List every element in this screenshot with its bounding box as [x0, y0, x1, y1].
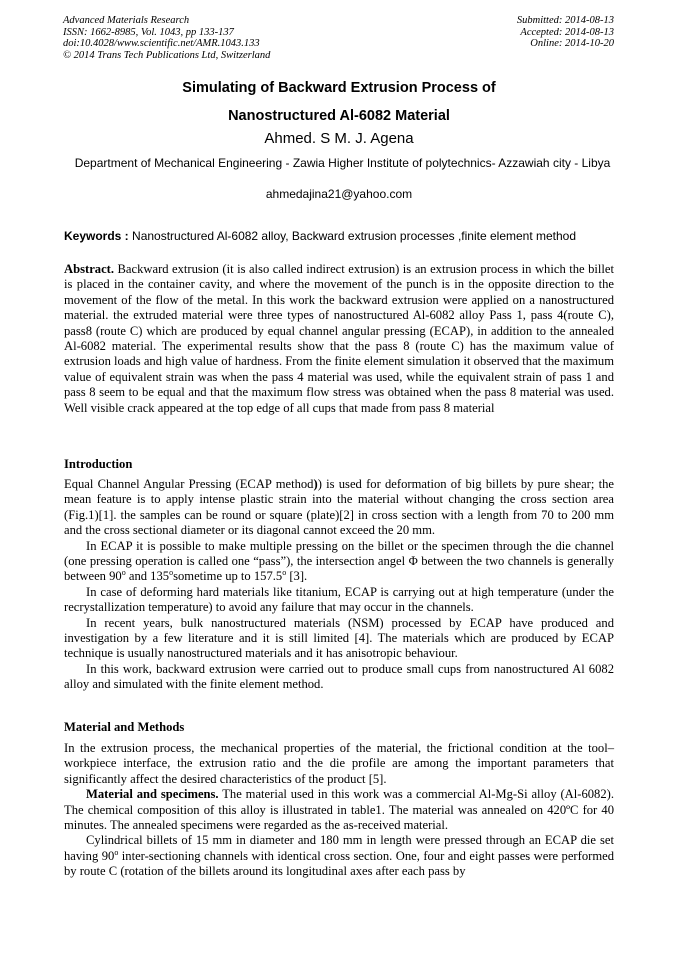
- materials-heading: Material and Methods: [64, 720, 185, 734]
- abstract-text: Backward extrusion (it is also called indirect extrusion) is an extrusion process in which the billet is placed in the container cavity, and where the movement of the punch is in the opposite direction to the movement of the flow of the metal. In this work the backward extrusion were applied on a nanostructured material. the extruded material were three types of nanostructured Al-6082 alloy Pass 1, pass 4(route C), pass8 (route C) which are produced by equal channel angular pressing (ECAP), in addition to the annealed Al-6082 material. The experimental results show that the pass 8 (route C) has the maximum value of extrusion loads and high value of hardness. From the finite element simulation it observed that the maximum value of equivalent strain was when the pass 4 material was used, while the equivalent strain of pass 1 and pass 8 seem to be equal and that the maximum flow stress was obtained when the pass 8 material was used. Well visible crack appeared at the top edge of all cups that made from pass 8 material: [64, 262, 614, 415]
- author-email[interactable]: ahmedajina21@yahoo.com: [265, 187, 413, 201]
- online-date: Online: 2014-10-20: [530, 38, 614, 49]
- keywords: [64, 229, 624, 243]
- submission-dates: [517, 15, 614, 50]
- accepted-date: Accepted: 2014-08-13: [520, 26, 614, 38]
- materials-paragraph-1: In the extrusion process, the mechanical properties of the material, the frictional condition at the tool–workpiece interface, the extrusion ratio and the die profile are among the important parameters that significantly affect the desired characteristics of the product [5].: [64, 741, 614, 786]
- intro-paragraph-4: In recent years, bulk nanostructured materials (NSM) processed by ECAP have produced and investigation by a few literature and it is still limited [4]. The materials which are produced by ECAP technique is usually nanostructured materials and it has anisotropic behaviour.: [64, 615, 614, 661]
- abstract-section: [64, 262, 614, 416]
- journal-name: Advanced Materials Research: [63, 15, 190, 26]
- materials-section: [64, 741, 614, 880]
- introduction-heading: Introduction: [64, 457, 133, 471]
- abstract-label: Abstract.: [64, 262, 115, 276]
- keywords-text: Nanostructured Al-6082 alloy, Backward extrusion processes ,finite element method: [128, 229, 577, 243]
- intro-paragraph-2: In ECAP it is possible to make multiple pressing on the billet or the specimen through the die channel (one pressing operation is called one “pass”), the intersection angel Φ between the two channels is generally between 90$^o$ and 135$^o$sometime up to 157.5$^o$ [3].: [64, 538, 614, 584]
- copyright-line: © 2014 Trans Tech Publications Ltd, Switzerland: [63, 49, 271, 61]
- paper-title-line-1: Simulating of Backward Extrusion Process of: [182, 80, 496, 96]
- intro-paragraph-1: Equal Channel Angular Pressing (ECAP method)) is used for deformation of big billets by pure shear; the mean feature is to apply intense plastic strain into the material without changing the cross section area (Fig.1)[1]. the samples can be round or square (plate)[2] in cross section with a length from 70 to 200 mm and the cross sectional diameter or its diagonal cannot exceed the 20 mm.: [64, 477, 614, 538]
- author-name: Ahmed. S M. J. Agena: [264, 130, 414, 147]
- doi-line: doi:10.4028/www.scientific.net/AMR.1043.133: [63, 38, 260, 49]
- submitted-date: Submitted: 2014-08-13: [516, 15, 614, 26]
- journal-info: [63, 15, 270, 61]
- keywords-label: Keywords :: [64, 229, 129, 243]
- paper-title-line-2: Nanostructured Al-6082 Material: [228, 108, 450, 124]
- intro-paragraph-3: In case of deforming hard materials like titanium, ECAP is carrying out at high temperature (under the recrystallization temperature) to avoid any failure that may occur in the channels.: [64, 584, 614, 615]
- issn-line: ISSN: 1662-8985, Vol. 1043, pp 133-137: [63, 26, 234, 38]
- introduction-section: [64, 477, 614, 693]
- materials-paragraph-2: Material and specimens. The material used in this work was a commercial Al-Mg-Si alloy (Al-6082). The chemical composition of this alloy is illustrated in table1. The material was annealed on 420ºC for 40 minutes. The annealed specimens were regarded as the as-received material.: [64, 787, 614, 833]
- intro-paragraph-5: In this work, backward extrusion were carried out to produce small cups from nanostructured Al 6082 alloy and simulated with the finite element method.: [64, 661, 614, 692]
- author-affiliation: Department of Mechanical Engineering - Zawia Higher Institute of polytechnics- Azzawiah city - Libya: [74, 156, 611, 170]
- materials-paragraph-3: Cylindrical billets of 15 mm in diameter and 180 mm in length were pressed through an ECAP die set having 90$^o$ inter-sectioning channels with identical cross section. One, four and eight passes were performed by route C (rotation of the billets around its longitudinal axes after each pass by: [64, 833, 614, 879]
